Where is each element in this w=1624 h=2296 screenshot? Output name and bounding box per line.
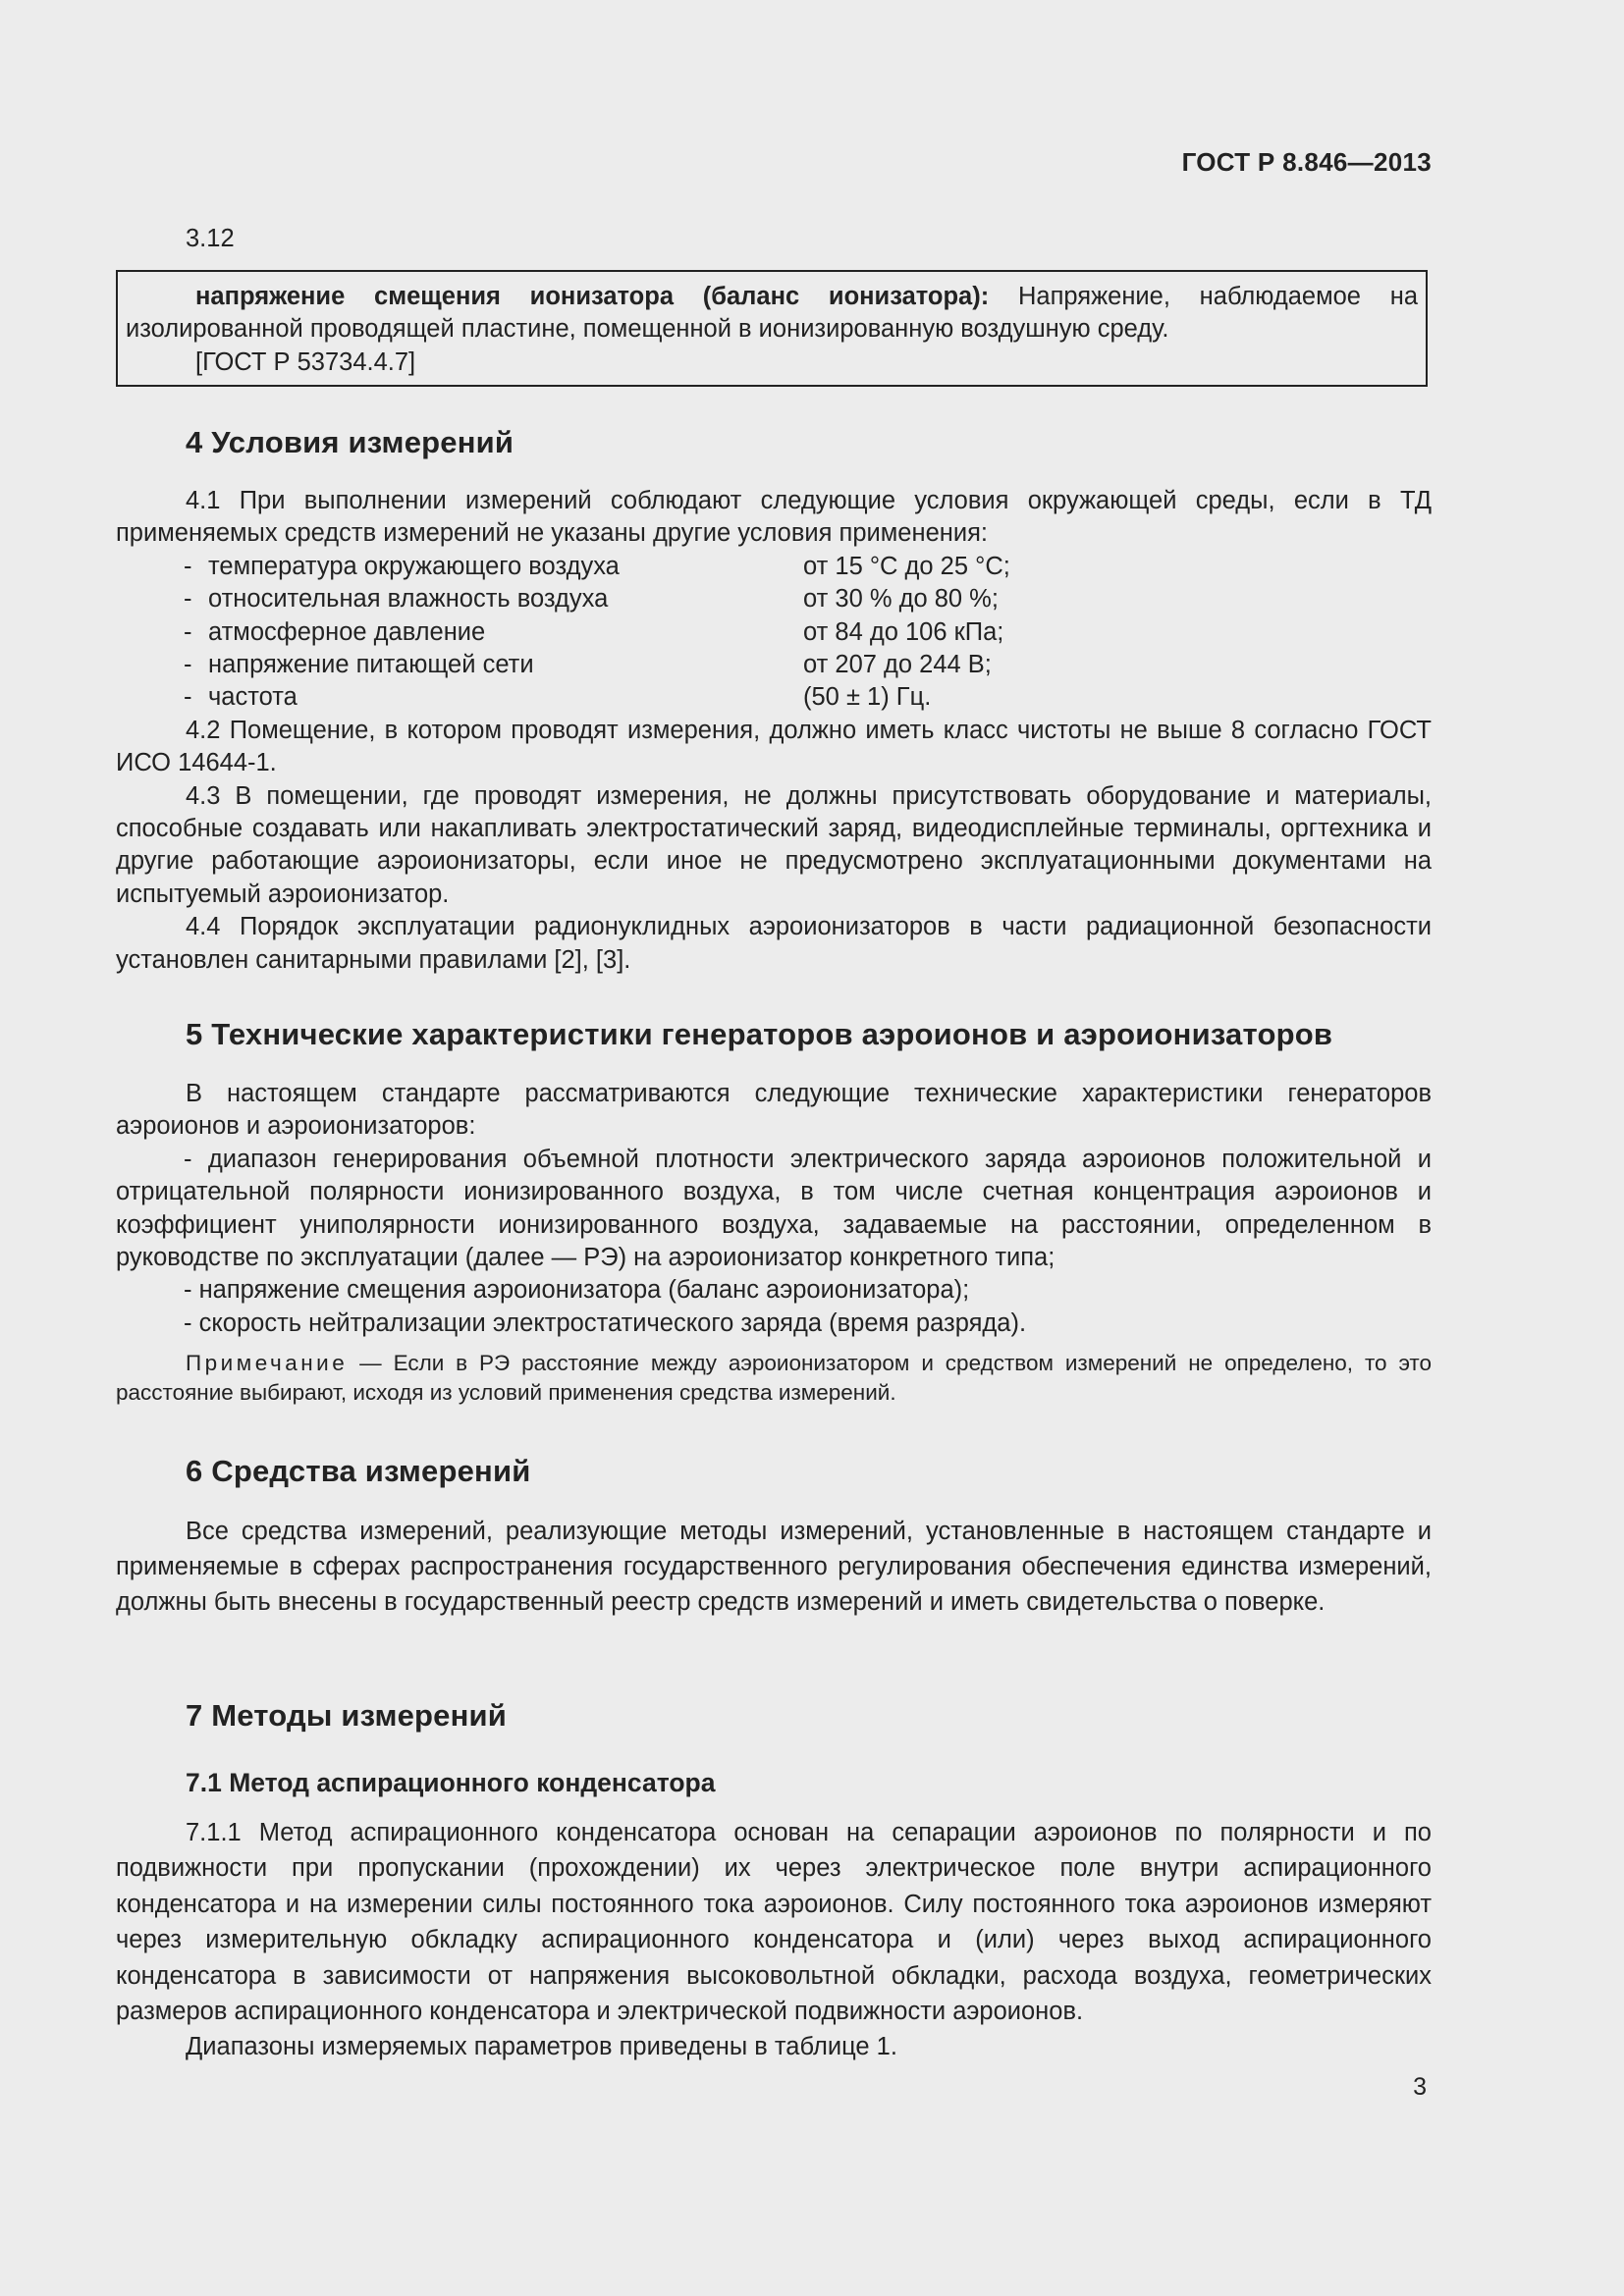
page-number: 3 — [1413, 2073, 1427, 2101]
condition-row — [116, 551, 1432, 583]
paragraph-4-1: 4.1 При выполнении измерений соблюдают следующие условия окружающей среды, если в ТД применяемых средств измерений не указаны другие условия применения: — [116, 487, 1432, 548]
condition-name: частота — [208, 683, 298, 712]
section-5-title: 5 Технические характеристики генераторов аэроионов и аэроионизаторов — [186, 1017, 1333, 1051]
section-6-title: 6 Средства измерений — [186, 1454, 531, 1488]
condition-value: от 207 до 244 В; — [803, 650, 992, 678]
term-text: Напряжение, наблюдаемое на изолированной проводящей пластине, помещенной в ионизированную воздушную среду. — [126, 283, 1418, 344]
paragraph-7-1-1: 7.1.1 Метод аспирационного конденсатора основан на сепарации аэроионов по полярности и по подвижности при пропускании (прохождении) их через электрическое поле внутри аспирационного конденсатора и на измерении силы постоянного тока аэроионов. Силу постоянного тока аэроионов измеряют через измерительную обкладку аспирационного конденсатора и (или) через выход аспирационного конденсатора в зависимости от напряжения высоковольтной обкладки, расхода воздуха, геометрических размеров аспирационного конденсатора и электрической подвижности аэроионов. — [116, 1819, 1432, 2026]
section-5-body — [116, 1078, 1432, 1408]
list-dash: - — [184, 683, 192, 712]
list-dash: - — [184, 650, 192, 678]
list-item: - напряжение смещения аэроионизатора (баланс аэроионизатора); — [184, 1276, 970, 1305]
list-dash: - — [184, 617, 192, 646]
section-6-body — [116, 1515, 1432, 1620]
condition-value: (50 ± 1) Гц. — [803, 683, 932, 712]
condition-row — [116, 649, 1432, 681]
list-item: - скорость нейтрализации электростатического заряда (время разряда). — [184, 1308, 1027, 1337]
term-name: напряжение смещения ионизатора (баланс ионизатора): — [195, 283, 990, 310]
paragraph-4-2: 4.2 Помещение, в котором проводят измерения, должно иметь класс чистоты не выше 8 согласно ГОСТ ИСО 14644-1. — [116, 716, 1432, 777]
conditions-list — [116, 551, 1432, 715]
condition-name: температура окружающего воздуха — [208, 552, 620, 580]
document-page — [116, 0, 1432, 2296]
list-dash: - — [184, 585, 192, 614]
subsection-7-1-title: 7.1 Метод аспирационного конденсатора — [186, 1768, 716, 1797]
condition-value: от 15 °С до 25 °С; — [803, 552, 1010, 580]
condition-value: от 84 до 106 кПа; — [803, 617, 1004, 646]
note-text: — Если в РЭ расстояние между аэроионизатором и средством измерений не определено, то это расстояние выбирают, исходя из условий применения средства измерений. — [116, 1351, 1432, 1406]
condition-name: относительная влажность воздуха — [208, 585, 609, 614]
note — [116, 1349, 1432, 1408]
list-dash: - — [184, 552, 192, 580]
paragraph-4-3: 4.3 В помещении, где проводят измерения, не должны присутствовать оборудование и материалы, способные создавать или накапливать электростатический заряд, видеодисплейные терминалы, оргтехника и другие работающие аэроионизаторы, если иное не предусмотрено эксплуатационными документами на испытуемый аэроионизатор. — [116, 781, 1432, 908]
section-4-body — [116, 485, 1432, 977]
term-number: 3.12 — [186, 225, 235, 252]
paragraph-ranges: Диапазоны измеряемых параметров приведены в таблице 1. — [186, 2033, 897, 2061]
section-4-title: 4 Условия измерений — [186, 425, 514, 459]
condition-value: от 30 % до 80 %; — [803, 585, 999, 614]
section-7-body — [116, 1815, 1432, 2065]
condition-row — [116, 681, 1432, 714]
note-label: Примечание — [186, 1351, 349, 1376]
list-item: - диапазон генерирования объемной плотности электрического заряда аэроионов положительной и отрицательной полярности ионизированного воздуха, в том числе счетная концентрация аэроионов и коэффициент униполярности ионизированного воздуха, задаваемые на расстоянии, определенном в руководстве по эксплуатации (далее — РЭ) на аэроионизатор конкретного типа; — [116, 1145, 1432, 1272]
term-definition — [126, 281, 1418, 347]
term-reference: [ГОСТ Р 53734.4.7] — [195, 347, 416, 376]
condition-row — [116, 616, 1432, 649]
section-7-title: 7 Методы измерений — [186, 1698, 508, 1733]
condition-name: напряжение питающей сети — [208, 650, 534, 678]
term-definition-box — [116, 270, 1428, 387]
condition-name: атмосферное давление — [208, 617, 486, 646]
document-code: ГОСТ Р 8.846—2013 — [1181, 147, 1432, 177]
section-5-intro: В настоящем стандарте рассматриваются следующие технические характеристики генераторов аэроионов и аэроионизаторов: — [116, 1080, 1432, 1141]
condition-row — [116, 583, 1432, 615]
section-6-text: Все средства измерений, реализующие методы измерений, установленные в настоящем стандарте и применяемые в сферах распространения государственного регулирования обеспечения единства измерений, должны быть внесены в государственный реестр средств измерений и иметь свидетельства о поверке. — [116, 1518, 1432, 1616]
paragraph-4-4: 4.4 Порядок эксплуатации радионуклидных аэроионизаторов в части радиационной безопасности установлен санитарными правилами [2], [3]. — [116, 913, 1432, 974]
